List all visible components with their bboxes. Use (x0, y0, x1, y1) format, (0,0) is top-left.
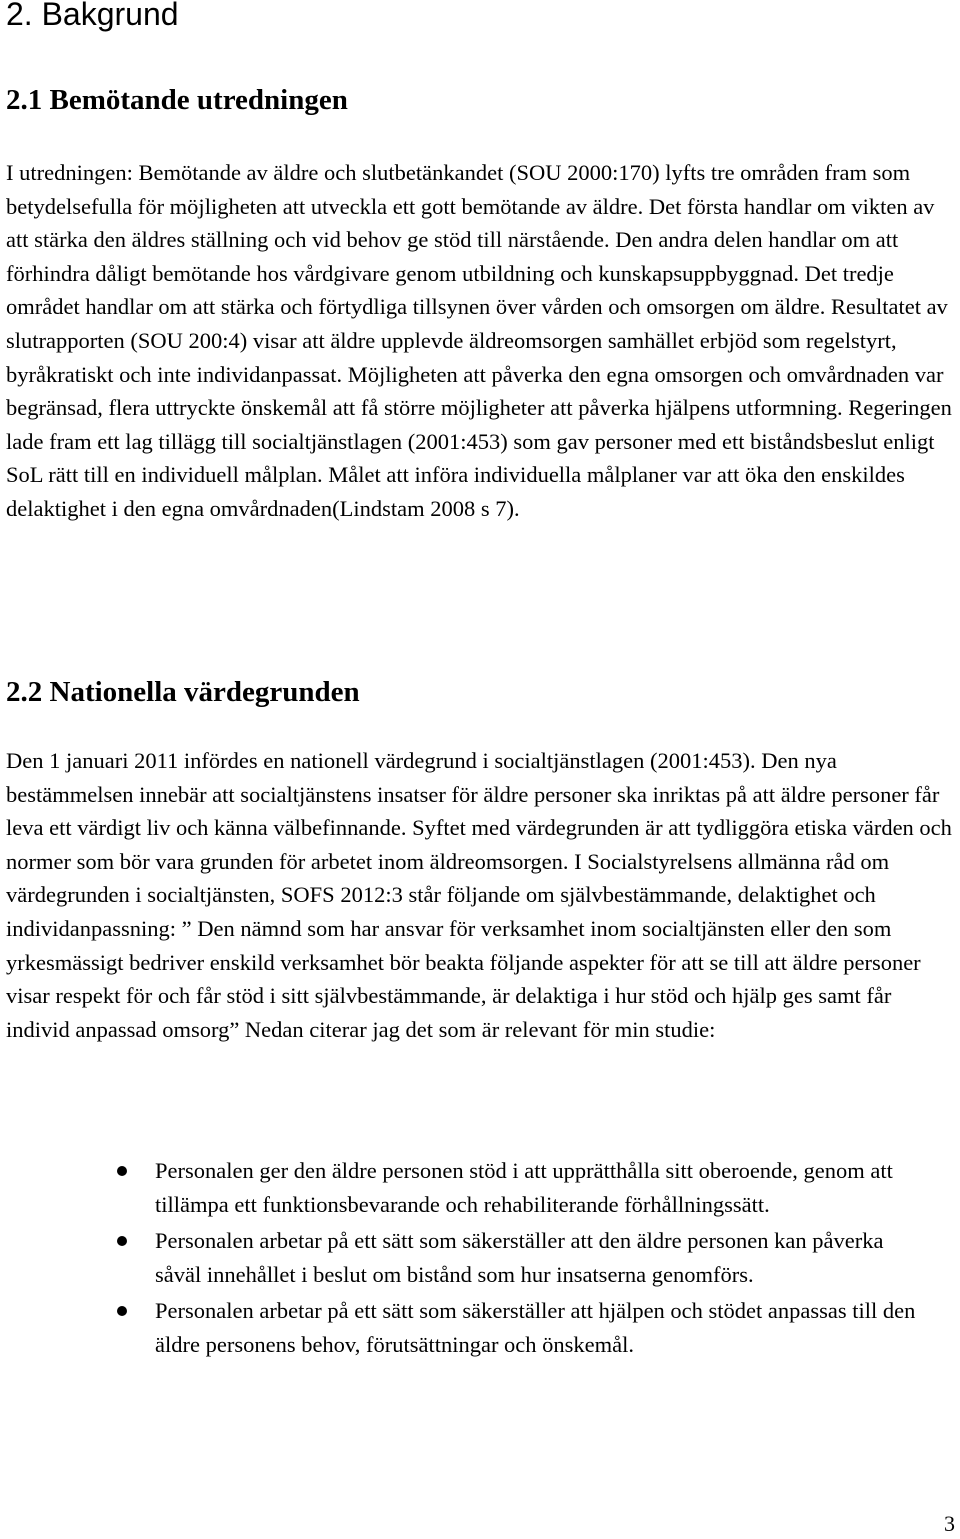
section-heading-vardegrunden: 2.2 Nationella värdegrunden (6, 676, 360, 708)
page-number: 3 (944, 1511, 955, 1536)
list-item-text: Personalen ger den äldre personen stöd i att upprätthålla sitt oberoende, genom att tillämpa ett funktionsbevarande och rehabiliterande förhållningssätt. (155, 1158, 893, 1217)
bullet-icon (117, 1306, 127, 1316)
list-item (0, 1224, 925, 1292)
section-paragraph-bemotande: I utredningen: Bemötande av äldre och slutbetänkandet (SOU 2000:170) lyfts tre områden fram som betydelsefulla för möjligheten att utveckla ett gott bemötande av äldre. Det första handlar om vikten av att stärka den äldres ställning och vid behov ge stöd till närstående. Den andra delen handlar om att förhindra dåligt bemötande hos vårdgivare genom utbildning och kunskapsuppbyggnad. Det tredje området handlar om att stärka och förtydliga tillsynen över vården och omsorgen om äldre. Resultatet av slutrapporten (SOU 200:4) visar att äldre upplevde äldreomsorgen samhället erbjöd som regelstyrt, byråkratiskt och inte individanpassat. Möjligheten att påverka den egna omsorgen och omvårdnaden var begränsad, flera uttryckte önskemål att få större möjligheter att påverka hjälpens utformning. Regeringen lade fram ett lag tillägg till socialtjänstlagen (2001:453) som gav personer med ett biståndsbeslut enligt SoL rätt till en individuell målplan. Målet att införa individuella målplaner var att öka den enskildes delaktighet i den egna omvårdnaden(Lindstam 2008 s 7). (6, 160, 952, 521)
list-item (0, 1294, 925, 1362)
section-heading-bemotande: 2.1 Bemötande utredningen (6, 84, 348, 116)
section-paragraph-vardegrunden: Den 1 januari 2011 infördes en nationell värdegrund i socialtjänstlagen (2001:453). Den nya bestämmelsen innebär att socialtjänstens insatser för äldre personer ska inriktas på att äldre personer får leva ett värdigt liv och känna välbefinnande. Syftet med värdegrunden är att tydliggöra etiska värden och normer som bör vara grunden för arbetet inom äldreomsorgen. I Socialstyrelsens allmänna råd om värdegrunden i socialtjänsten, SOFS 2012:3 står följande om självbestämmande, delaktighet och individanpassning: ” Den nämnd som har ansvar för verksamhet inom socialtjänsten eller den som yrkesmässigt bedriver enskild verksamhet bör beakta följande aspekter för att se till att äldre personer visar respekt för och får stöd i sitt självbestämmande, är delaktiga i hur stöd och hjälp ges samt får individ anpassad omsorg” Nedan citerar jag det som är relevant för min studie: (6, 748, 952, 1042)
chapter-heading: 2. Bakgrund (6, 0, 179, 32)
list-item-text: Personalen arbetar på ett sätt som säkerställer att den äldre personen kan påverka såväl innehållet i beslut om bistånd som hur insatserna genomförs. (155, 1228, 884, 1287)
list-item-text: Personalen arbetar på ett sätt som säkerställer att hjälpen och stödet anpassas till den äldre personens behov, förutsättningar och önskemål. (155, 1298, 916, 1357)
bullet-list (0, 1154, 960, 1362)
bullet-icon (117, 1236, 127, 1246)
list-item (0, 1154, 925, 1222)
bullet-icon (117, 1166, 127, 1176)
